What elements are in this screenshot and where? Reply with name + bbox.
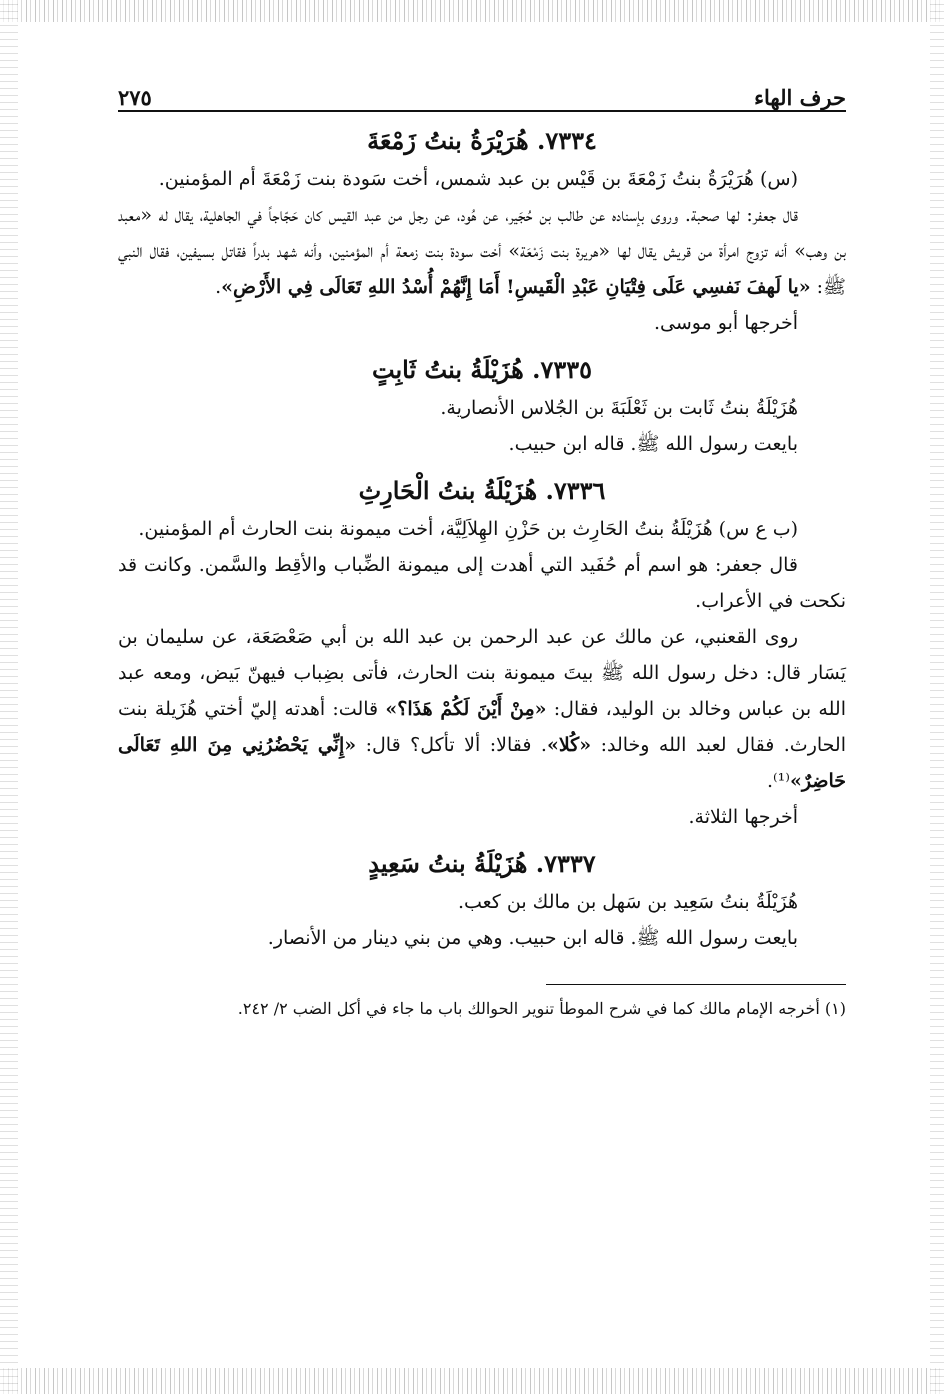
footnote-divider xyxy=(546,984,846,985)
entry-paragraph xyxy=(118,619,846,799)
running-header xyxy=(118,70,846,112)
entry-paragraph: أخرجها أبو موسى. xyxy=(653,312,798,334)
entry-paragraph: هُزَيْلَةُ بنتُ سَعِيد بن سَهل بن مالك بن كعب. xyxy=(457,891,798,913)
footnote: (١) أخرجه الإمام مالك كما في شرح الموطأ تنوير الحوالك باب ما جاء في أكل الضب ٢/ ٢٤٢. xyxy=(237,999,846,1018)
page-border-left xyxy=(0,0,18,1394)
page-border-right xyxy=(930,0,944,1394)
entry-paragraph: أخرجها الثلاثة. xyxy=(688,806,798,828)
entry-7337 xyxy=(118,849,846,956)
page-border-top xyxy=(0,0,944,22)
narration-text: روى القعنبي، عن مالك عن عبد الرحمن بن عبد الله بن أبي صَعْصَعَة، عن سليمان بن يَسَار قال: دخل رسول الله ﷺ بيتَ ميمونة بنت الحارث، فأتى بضِباب فيهنّ بَيض، ومعه عبد الله بن عباس وخالد بن الوليد، فقال: xyxy=(118,626,846,720)
entry-7335 xyxy=(118,355,846,462)
entry-paragraph: (ب ع س) هُزَيْلَةُ بنتُ الحَارِث بن حَزْنِ الهِلاَلِيَّة، أخت ميمونة بنت الحارث أم المؤمنين. xyxy=(138,518,798,540)
entry-7336 xyxy=(118,476,846,835)
hadith-quote: «إِنِّي يَحْضُرُنِي مِنَ اللهِ تَعَالَى حَاضِرٌ» xyxy=(118,734,846,792)
hadith-quote: «كُلا» xyxy=(546,734,592,756)
entry-title: ٧٣٣٥. هُزَيْلَةُ بنتُ ثَابِتٍ xyxy=(371,355,593,384)
narration-text: قال جعفر: لها صحبة. وروى بإسناده عن طالب بن حُجَير، عن هُود، عن رجل من عبد القيس كان حَجّاجاً في الجاهلية، يقال له «معبد بن وهب» أنه تزوج امرأة من قريش يقال لها «هريرة بنت زَمْعَة» أخت سودة بنت زمعة أم المؤمنين، وأنه شهد بدراً فقاتل بسيفين، فقال النبي ﷺ: xyxy=(118,204,846,298)
chapter-title: حرف الهاء xyxy=(754,85,846,110)
hadith-quote: «يا لَهفَ نَفسِي عَلَى فِتْيَانِ عَبْدِ الْقَيسِ! أَمَا إِنَّهُمْ أُسْدُ اللهِ تَعَالَى فِي الأَرْضِ» xyxy=(221,276,811,298)
entry-title: ٧٣٣٦. هُزَيْلَةُ بنتُ الْحَارِثِ xyxy=(358,476,606,505)
page-number: ٢٧٥ xyxy=(118,85,152,110)
entry-7334 xyxy=(118,126,846,341)
page-body xyxy=(118,70,846,1023)
entry-title: ٧٣٣٧. هُزَيْلَةُ بنتُ سَعِيدٍ xyxy=(368,849,596,878)
entry-paragraph: (س) هُرَيْرَةُ بنتُ زَمْعَةَ بن قَيْس بن عبد شمس، أخت سَودة بنت زَمْعَةَ أم المؤمنين. xyxy=(158,168,798,190)
narration-text: قالت: أهدته إليّ أختي هُزَيلة بنت الحارث. فقال لعبد الله وخالد: xyxy=(118,698,846,756)
entry-paragraph: بايعت رسول الله ﷺ. قاله ابن حبيب. xyxy=(508,433,798,455)
punctuation: . xyxy=(215,276,222,298)
entry-paragraph: بايعت رسول الله ﷺ. قاله ابن حبيب. وهي من بني دينار من الأنصار. xyxy=(267,927,798,949)
footnote-ref: ⁽¹⁾. xyxy=(766,770,790,792)
narration-text: . فقالا: ألا تأكل؟ قال: xyxy=(356,734,547,756)
page-border-bottom xyxy=(0,1368,944,1394)
entry-title: ٧٣٣٤. هُرَيْرَةُ بنتُ زَمْعَةَ xyxy=(367,126,597,155)
entry-paragraph: قال جعفر: هو اسم أم حُفَيد التي أهدت إلى ميمونة الضِّباب والأقِط والسَّمن. وكانت قد نكحت في الأعراب. xyxy=(118,554,846,612)
hadith-quote: «مِنْ أَيْنَ لَكُمْ هَذَا؟» xyxy=(385,698,547,720)
entry-paragraph xyxy=(118,197,846,305)
entry-paragraph: هُزَيْلَةُ بنتُ ثَابت بن ثَعْلَبَةَ بن الجُلاس الأنصارية. xyxy=(440,397,798,419)
